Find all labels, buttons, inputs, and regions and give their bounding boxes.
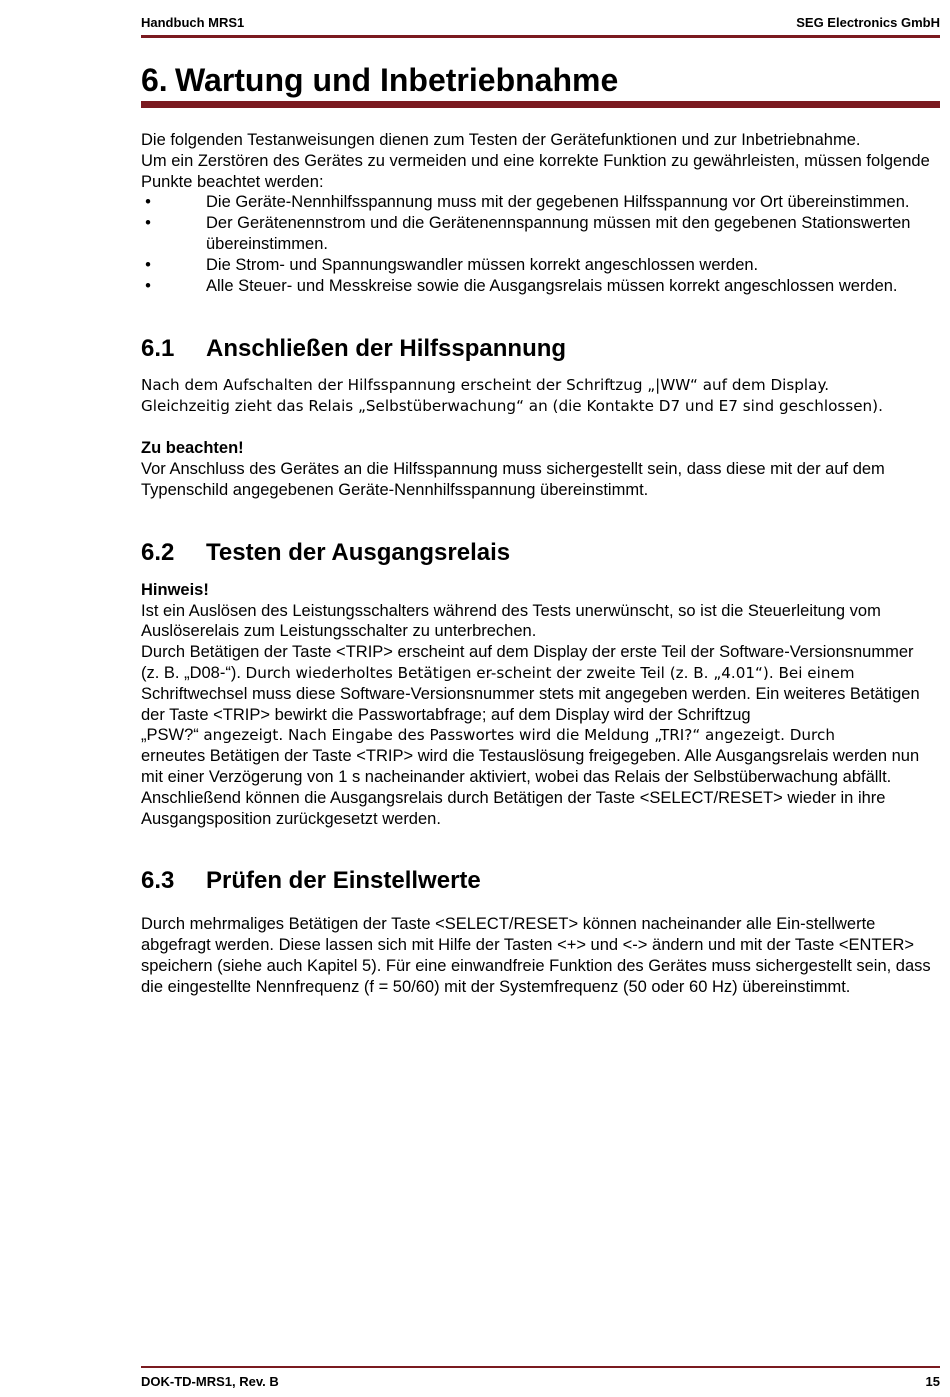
chapter-heading (141, 60, 940, 100)
s62-text-5: „PSW?“ angezeigt. Nach Eingabe des Passwortes wird die Meldung „TRI?“ angezeigt. Durch (141, 726, 835, 745)
s62-hint-label: Hinweis! (141, 580, 209, 599)
section-heading-6-3: 6.3 Prüfen der Einstellwerte (141, 867, 481, 895)
page-content (141, 130, 940, 998)
intro-line-2: Um ein Zerstören des Gerätes zu vermeiden und eine korrekte Funktion zu gewährleisten, müssen folgende Punkte beachtet werden: (141, 151, 930, 191)
page-header (141, 13, 940, 33)
s61-paragraph-1: Nach dem Aufschalten der Hilfsspannung erscheint der Schriftzug „|WW“ auf dem Display. (141, 376, 830, 395)
list-item: • Die Strom- und Spannungswandler müssen korrekt angeschlossen werden. (141, 255, 940, 276)
s62-text-6: erneutes Betätigen der Taste <TRIP> wird die Testauslösung freigegeben. Alle Ausgangsrelais werden nun mit einer Verzögerung von 1 s nacheinander aktiviert, wobei das Relais der Selbstüberwachung abfällt. Anschließend können die Ausgangsrelais durch Betätigen der Taste <SELECT/RESET> wieder in ihre Ausgangsposition zurückgesetzt werden. (141, 747, 920, 828)
section-heading-6-1: 6.1 Anschließen der Hilfsspannung (141, 335, 567, 363)
list-item: • Die Geräte-Nennhilfsspannung muss mit der gegebenen Hilfsspannung vor Ort übereinstimmen. (141, 192, 940, 213)
s62-text-2: Durch Betätigen der Taste <TRIP> erscheint auf dem Display der erste Teil der Software-Versionsnummer (141, 643, 914, 662)
page-number: 15 (925, 1374, 940, 1389)
chapter-number: 6. (141, 62, 168, 98)
requirements-list (141, 192, 940, 296)
intro-line-1: Die folgenden Testanweisungen dienen zum Testen der Gerätefunktionen und zur Inbetriebnahme. (141, 131, 861, 149)
s63-text: Durch mehrmaliges Betätigen der Taste <SELECT/RESET> können nacheinander alle Ein-stellwerte abgefragt werden. Diese lassen sich mit Hilfe der Tasten <+> und <-> ändern und mit der Taste <ENTER> speichern (siehe auch Kapitel 5). Für eine einwandfreie Funktion des Gerätes muss sichergestellt sein, dass die eingestellte Nennfrequenz (f = 50/60) mit der Systemfrequenz (50 oder 60 Hz) übereinstimmt. (141, 915, 931, 996)
page-footer (141, 1372, 940, 1392)
bullet-icon: • (145, 276, 151, 295)
list-item: • Alle Steuer- und Messkreise sowie die Ausgangsrelais müssen korrekt angeschlossen werden. (141, 276, 940, 297)
section-heading-6-2: 6.2 Testen der Ausgangsrelais (141, 538, 511, 566)
header-company: SEG Electronics GmbH (796, 15, 940, 30)
s61-note-label: Zu beachten! (141, 439, 244, 458)
s61-note-text: Vor Anschluss des Gerätes an die Hilfsspannung muss sichergestellt sein, dass diese mit der auf dem Typenschild angegebenen Geräte-Nennhilfsspannung übereinstimmt. (141, 460, 885, 499)
bullet-icon: • (145, 255, 151, 274)
s61-paragraph-2: Gleichzeitig zieht das Relais „Selbstüberwachung“ an (die Kontakte D7 und E7 sind geschlossen). (141, 397, 883, 416)
bullet-icon: • (145, 214, 151, 233)
list-item: • Der Gerätenennstrom und die Gerätenennspannung müssen mit den gegebenen Stationswerten übereinstimmen. (141, 213, 940, 255)
header-manual-title: Handbuch MRS1 (141, 15, 245, 30)
chapter-rule (141, 101, 940, 108)
s62-text-1: Ist ein Auslösen des Leistungsschalters während des Tests unerwünscht, so ist die Steuerleitung vom Auslöserelais zum Leistungsschalter zu unterbrechen. (141, 601, 881, 641)
header-rule (141, 35, 940, 38)
footer-rule (141, 1366, 940, 1368)
s62-text-4: Schriftwechsel muss diese Software-Versionsnummer stets mit angegeben werden. Ein weiteres Betätigen der Taste <TRIP> bewirkt die Passwortabfrage; auf dem Display wird der Schriftzug (141, 684, 920, 724)
s62-text-3: (z. B. „D08-“). Durch wiederholtes Betätigen er-scheint der zweite Teil (z. B. „4.01“). Bei einem (141, 663, 855, 682)
chapter-title: Wartung und Inbetriebnahme (175, 62, 619, 98)
footer-document-id: DOK-TD-MRS1, Rev. B (141, 1374, 279, 1389)
bullet-icon: • (145, 193, 151, 212)
